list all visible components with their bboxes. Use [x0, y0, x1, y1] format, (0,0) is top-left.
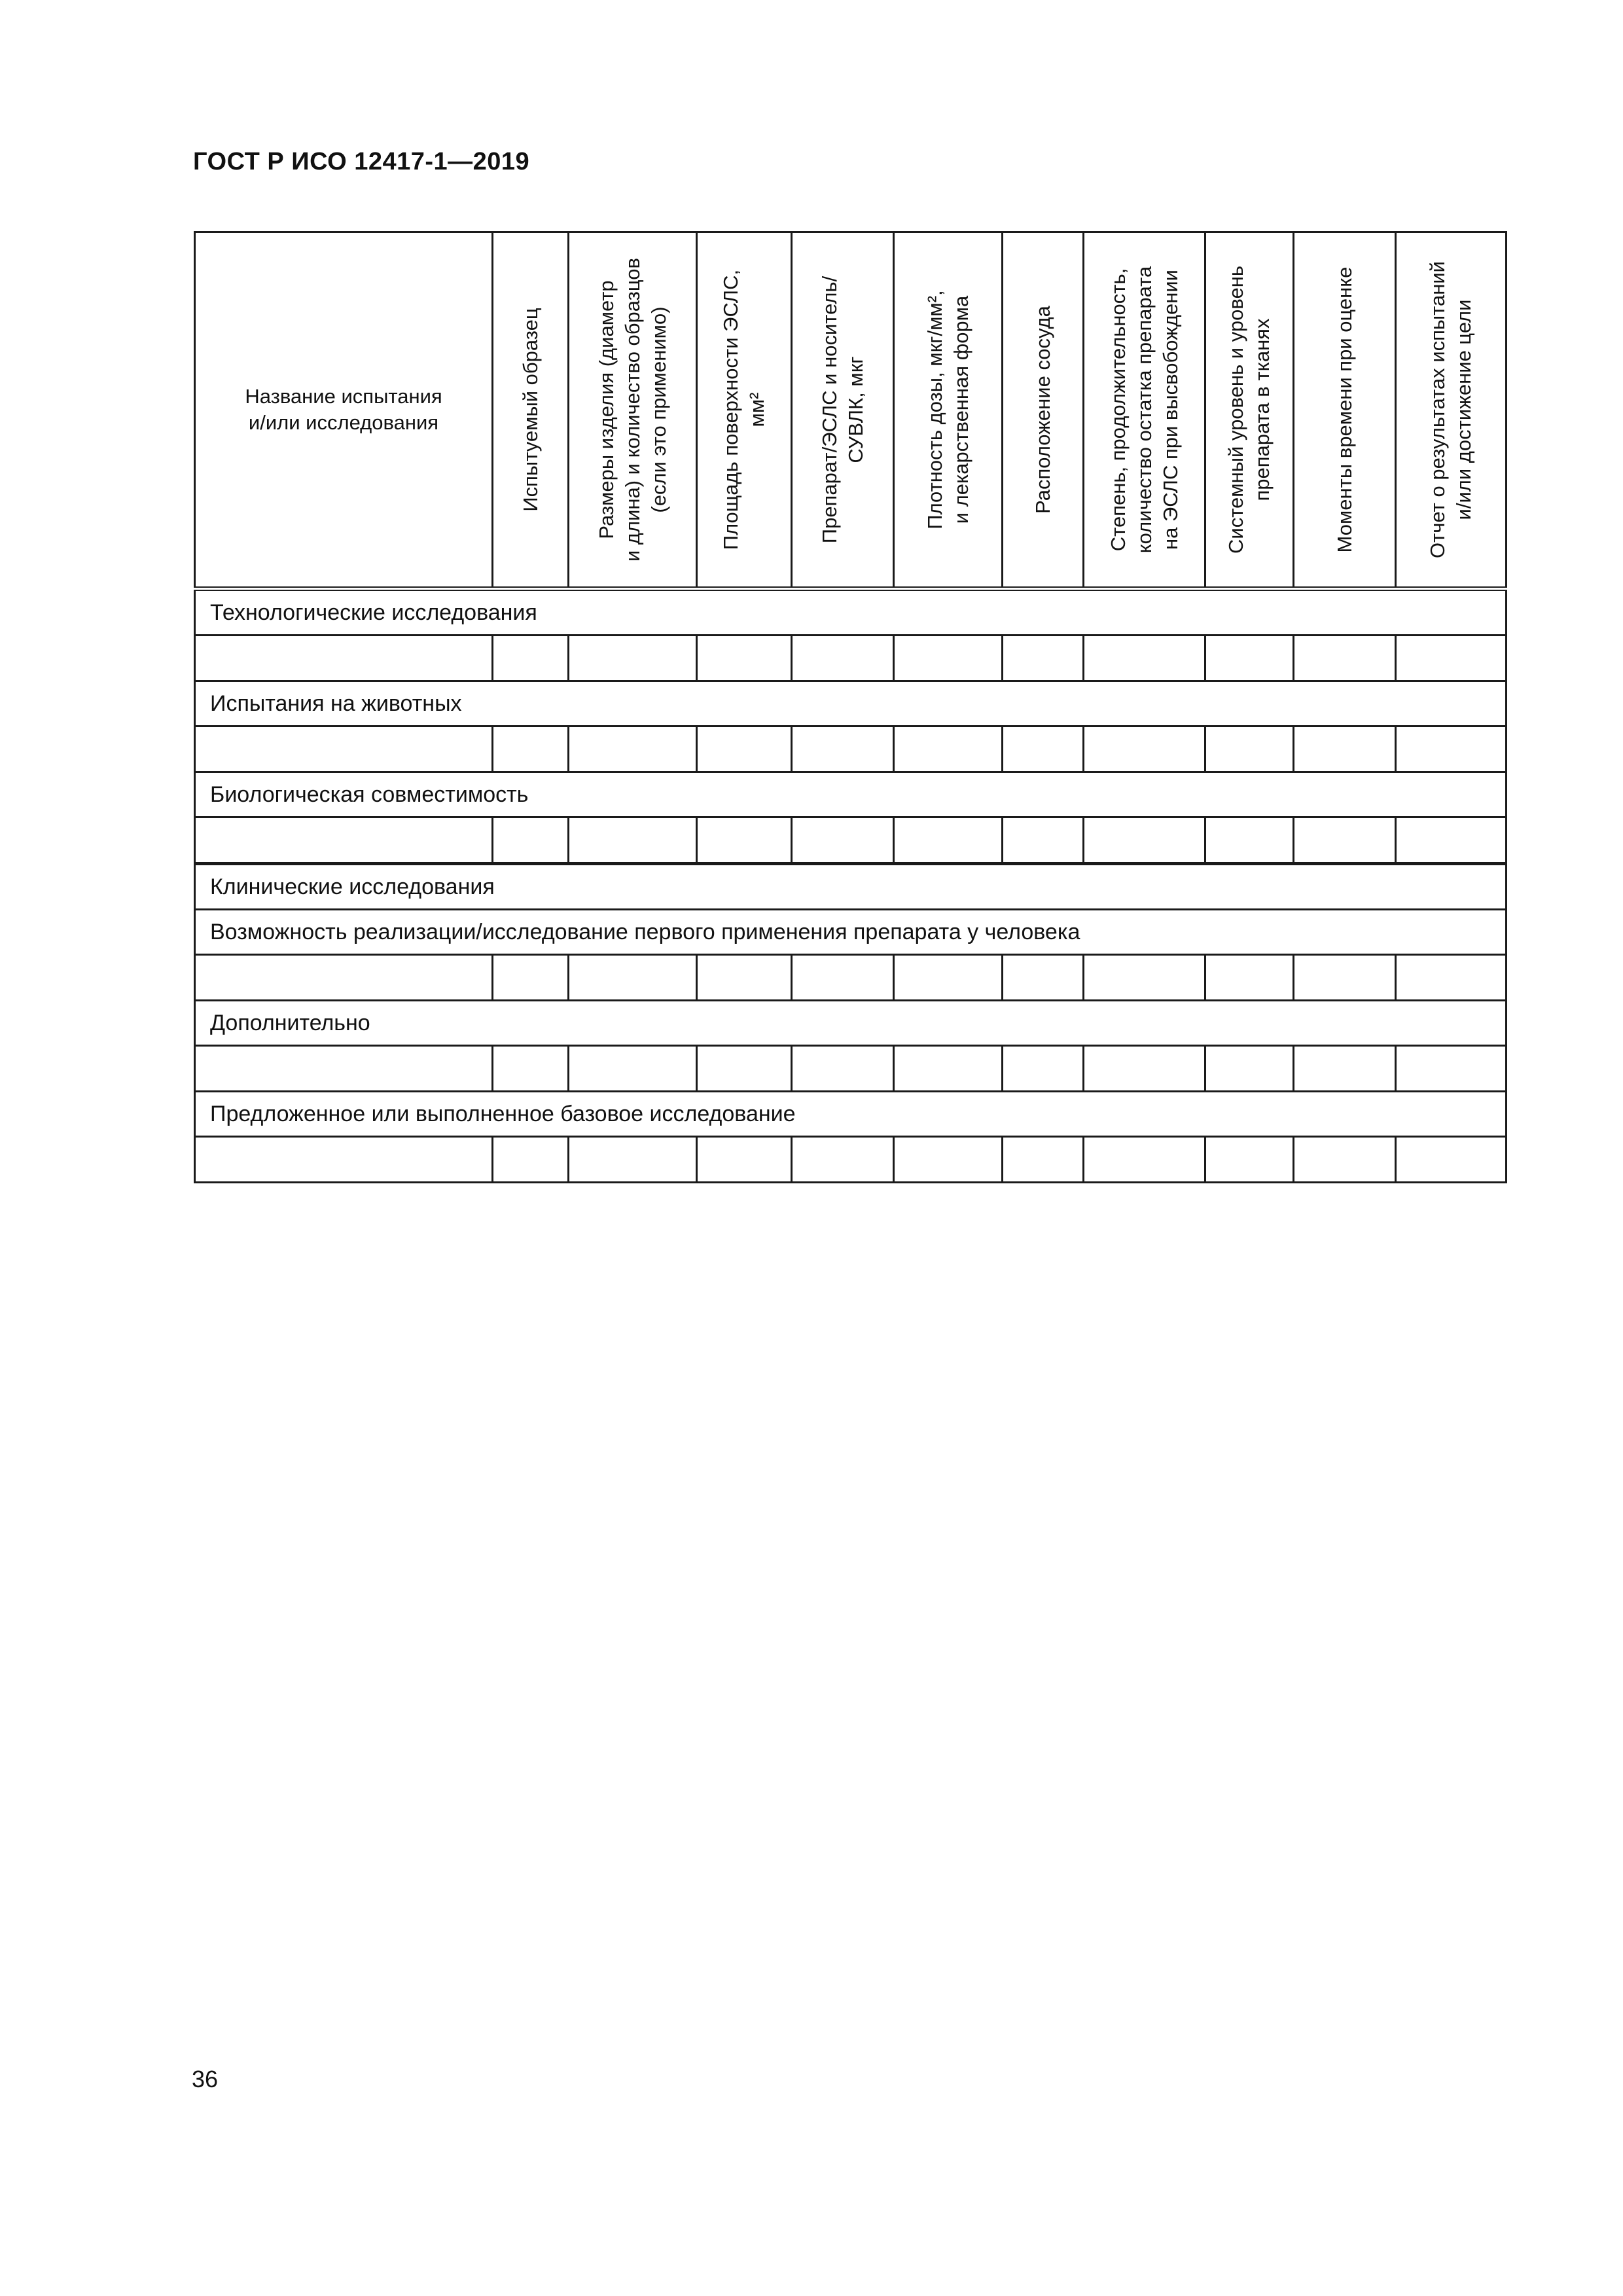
column-header	[792, 232, 894, 589]
empty-cell	[195, 1046, 493, 1092]
empty-cell	[1205, 636, 1294, 681]
column-header-line: Моменты времени при оценке	[1332, 266, 1356, 553]
section-label: Биологическая совместимость	[195, 772, 1507, 817]
empty-cell	[1003, 817, 1084, 864]
empty-cell	[1084, 726, 1205, 772]
empty-cell	[1294, 1137, 1396, 1183]
empty-cell	[1003, 1137, 1084, 1183]
column-header-line: (если это применимо)	[647, 306, 670, 513]
section-row	[195, 589, 1507, 636]
column-header-line: Площадь поверхности ЭСЛС,	[719, 269, 742, 550]
section-row	[195, 910, 1507, 955]
section-row	[195, 1092, 1507, 1137]
section-row	[195, 1001, 1507, 1046]
header-row	[195, 232, 1507, 589]
empty-cell	[894, 955, 1003, 1001]
empty-cell	[792, 726, 894, 772]
empty-cell	[792, 955, 894, 1001]
column-header	[697, 232, 792, 589]
column-header	[1396, 232, 1507, 589]
empty-cell	[792, 1046, 894, 1092]
column-header-line: Размеры изделия (диаметр	[594, 280, 618, 539]
empty-cell	[569, 1137, 697, 1183]
empty-cell	[894, 726, 1003, 772]
empty-cell	[697, 955, 792, 1001]
empty-cell	[493, 955, 569, 1001]
section-label: Дополнительно	[195, 1001, 1507, 1046]
empty-cell	[1205, 955, 1294, 1001]
empty-cell	[1396, 817, 1507, 864]
empty-cell	[792, 636, 894, 681]
empty-cell	[569, 726, 697, 772]
empty-cell	[1003, 1046, 1084, 1092]
column-header-line: препарата в тканях	[1251, 318, 1274, 501]
section-label: Возможность реализации/исследование первого применения препарата у человека	[195, 910, 1507, 955]
column-header-line: Плотность дозы, мкг/мм²,	[923, 290, 946, 529]
empty-cell	[1084, 955, 1205, 1001]
column-header-line: и лекарственная форма	[949, 295, 972, 524]
empty-cell	[1084, 1046, 1205, 1092]
empty-cell	[1396, 955, 1507, 1001]
column-header	[1205, 232, 1294, 589]
empty-cell	[894, 817, 1003, 864]
column-header-line: мм²	[745, 392, 768, 427]
empty-cell	[1205, 1137, 1294, 1183]
column-header-line: СУВЛК, мкг	[844, 356, 867, 463]
empty-cell	[569, 1046, 697, 1092]
document-code: ГОСТ Р ИСО 12417-1—2019	[193, 148, 530, 175]
blank-row	[195, 955, 1507, 1001]
column-header-line: Отчет о результатах испытаний	[1426, 261, 1449, 558]
empty-cell	[1294, 817, 1396, 864]
empty-cell	[195, 636, 493, 681]
empty-cell	[493, 726, 569, 772]
column-header	[569, 232, 697, 589]
column-header	[1294, 232, 1396, 589]
empty-cell	[195, 726, 493, 772]
blank-row	[195, 817, 1507, 864]
empty-cell	[894, 1046, 1003, 1092]
empty-cell	[1084, 817, 1205, 864]
column-header-line: на ЭСЛС при высвобождении	[1158, 270, 1182, 550]
section-label: Испытания на животных	[195, 681, 1507, 726]
column-header	[1003, 232, 1084, 589]
blank-row	[195, 636, 1507, 681]
empty-cell	[493, 1046, 569, 1092]
section-row	[195, 681, 1507, 726]
section-label: Технологические исследования	[195, 589, 1507, 636]
empty-cell	[1205, 1046, 1294, 1092]
section-label: Предложенное или выполненное базовое исследование	[195, 1092, 1507, 1137]
empty-cell	[1396, 1137, 1507, 1183]
empty-cell	[894, 1137, 1003, 1183]
column-header-line: Расположение сосуда	[1031, 306, 1054, 514]
name-header-line: и/или исследования	[248, 411, 439, 434]
empty-cell	[792, 817, 894, 864]
empty-cell	[697, 1137, 792, 1183]
section-label: Клинические исследования	[195, 864, 1507, 910]
name-header-line: Название испытания	[245, 385, 442, 408]
empty-cell	[1003, 955, 1084, 1001]
page-number: 36	[192, 2066, 219, 2092]
column-header-line: Препарат/ЭСЛС и носитель/	[817, 276, 841, 544]
section-row	[195, 864, 1507, 910]
name-column-header	[195, 232, 493, 589]
empty-cell	[1003, 636, 1084, 681]
empty-cell	[1396, 636, 1507, 681]
column-header-line: и длина) и количество образцов	[620, 257, 644, 562]
table-body	[195, 589, 1507, 1183]
empty-cell	[493, 1137, 569, 1183]
column-header-line: Испытуемый образец	[518, 308, 542, 512]
empty-cell	[1396, 1046, 1507, 1092]
column-header-line: количество остатка препарата	[1132, 266, 1156, 554]
empty-cell	[1084, 1137, 1205, 1183]
empty-cell	[569, 636, 697, 681]
empty-cell	[195, 955, 493, 1001]
empty-cell	[1205, 817, 1294, 864]
column-header-line: Степень, продолжительность,	[1106, 268, 1130, 552]
test-requirements-table	[194, 231, 1507, 1183]
empty-cell	[1396, 726, 1507, 772]
empty-cell	[569, 955, 697, 1001]
empty-cell	[1205, 726, 1294, 772]
column-header-line: Системный уровень и уровень	[1224, 266, 1247, 554]
empty-cell	[569, 817, 697, 864]
section-row	[195, 772, 1507, 817]
empty-cell	[1294, 955, 1396, 1001]
empty-cell	[697, 726, 792, 772]
column-header	[894, 232, 1003, 589]
column-header	[493, 232, 569, 589]
empty-cell	[195, 1137, 493, 1183]
empty-cell	[697, 1046, 792, 1092]
empty-cell	[493, 817, 569, 864]
empty-cell	[894, 636, 1003, 681]
empty-cell	[1294, 726, 1396, 772]
blank-row	[195, 1046, 1507, 1092]
empty-cell	[1003, 726, 1084, 772]
empty-cell	[493, 636, 569, 681]
empty-cell	[1294, 636, 1396, 681]
column-header	[1084, 232, 1205, 589]
column-header-line: и/или достижение цели	[1452, 299, 1475, 520]
empty-cell	[1084, 636, 1205, 681]
empty-cell	[195, 817, 493, 864]
blank-row	[195, 726, 1507, 772]
blank-row	[195, 1137, 1507, 1183]
empty-cell	[1294, 1046, 1396, 1092]
empty-cell	[697, 817, 792, 864]
empty-cell	[697, 636, 792, 681]
empty-cell	[792, 1137, 894, 1183]
